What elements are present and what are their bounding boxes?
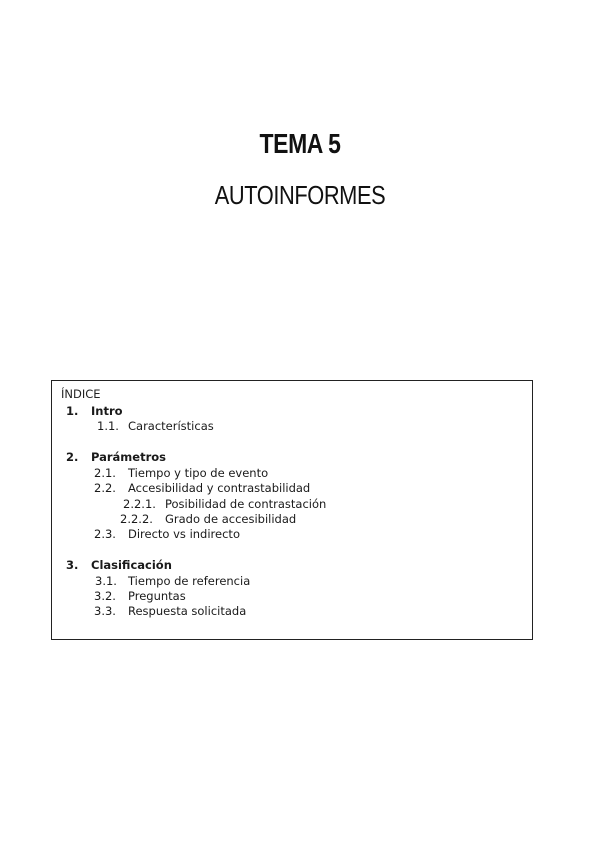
toc-subitem-number: 2.2.2. [120, 512, 153, 526]
toc-item-label: Características [128, 419, 214, 433]
toc-subitem-label: Posibilidad de contrastación [165, 497, 327, 511]
table-of-contents [51, 380, 533, 640]
toc-section-number: 1. [66, 404, 79, 418]
toc-item-label: Tiempo de referencia [128, 574, 251, 588]
page-subtitle: AUTOINFORMES [214, 180, 386, 210]
toc-section-label: Intro [91, 404, 123, 418]
toc-item-label: Preguntas [128, 589, 186, 603]
toc-item-number: 2.2. [94, 481, 116, 495]
toc-item-label: Directo vs indirecto [128, 527, 240, 541]
page-title: TEMA 5 [259, 128, 341, 159]
toc-section-label: Clasificación [91, 558, 172, 572]
toc-item-label: Accesibilidad y contrastabilidad [128, 481, 311, 495]
toc-subitem-number: 2.2.1. [123, 497, 156, 511]
toc-section-number: 2. [66, 450, 79, 464]
toc-section-number: 3. [66, 558, 79, 572]
toc-item-number: 2.1. [94, 466, 116, 480]
toc-item-label: Tiempo y tipo de evento [128, 466, 269, 480]
toc-item-number: 1.1. [97, 419, 119, 433]
toc-heading: ÍNDICE [61, 387, 101, 401]
toc-item-number: 3.2. [94, 589, 116, 603]
toc-subitem-label: Grado de accesibilidad [165, 512, 297, 526]
toc-item-number: 3.3. [94, 604, 116, 618]
toc-section-label: Parámetros [91, 450, 167, 464]
toc-item-number: 3.1. [95, 574, 117, 588]
toc-item-label: Respuesta solicitada [128, 604, 247, 618]
toc-item-number: 2.3. [94, 527, 116, 541]
